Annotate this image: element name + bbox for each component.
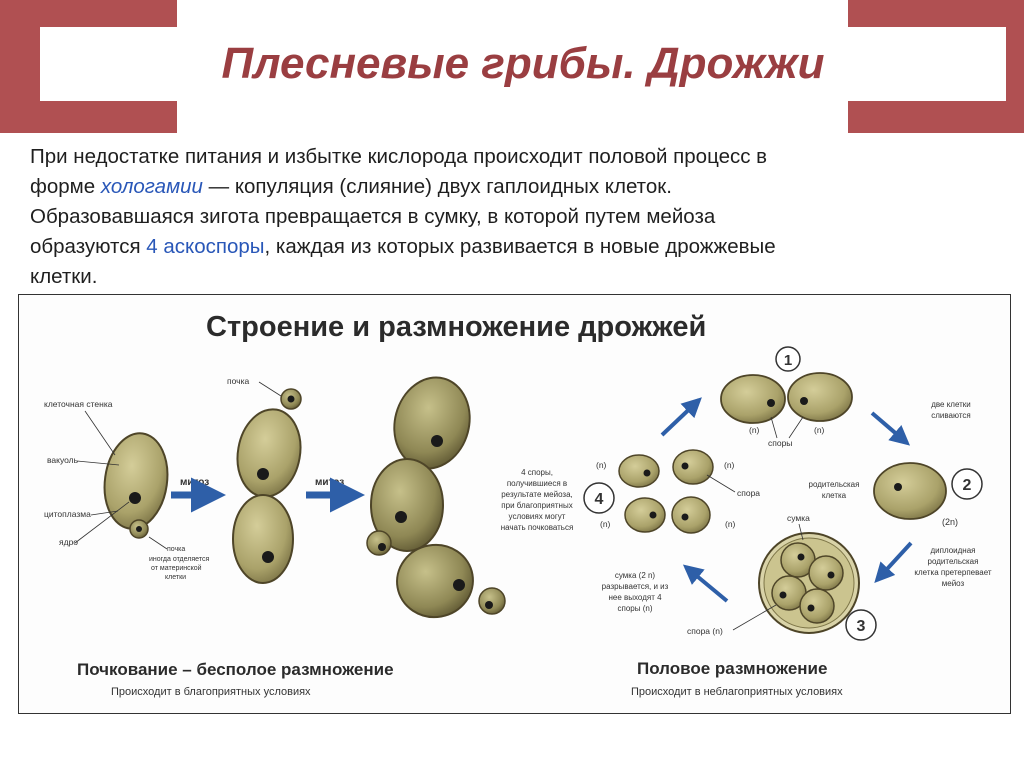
label-nucleus: ядро <box>59 537 79 547</box>
intro-line-1: При недостатке питания и избытке кислорода происходит половой процесс в <box>30 145 768 168</box>
mother-cell <box>99 429 174 533</box>
label-bud-note-1: почка <box>167 546 186 553</box>
parent-note-line-1: родительская <box>808 480 860 489</box>
label-ascus: сумка <box>787 513 810 523</box>
label-spore: спора <box>737 488 761 498</box>
meiosis-note-line-2: родительская <box>927 557 979 566</box>
yeast-cell-structure <box>99 429 174 538</box>
intro-line-4-a: образуются <box>30 235 147 258</box>
label-n-1a: (n) <box>749 425 760 435</box>
bud-nucleus <box>136 526 142 532</box>
label-n-4b: (n) <box>724 460 735 470</box>
label-2n: (2n) <box>942 517 959 527</box>
sexual-caption: Половое размножение <box>637 659 828 678</box>
asexual-subcaption: Происходит в благоприятных условиях <box>111 686 311 698</box>
spores-note-line-5: условиях могут <box>508 512 566 521</box>
spores-note-line-1: 4 споры, <box>521 468 553 477</box>
step-3-number: 3 <box>856 618 866 635</box>
label-n-4a: (n) <box>596 460 607 470</box>
step-3-ascus <box>759 533 876 640</box>
budding-colony <box>367 369 505 623</box>
spores-note-line-6: начать почковаться <box>500 523 574 532</box>
spores-note-line-3: результате мейоза, <box>501 490 573 499</box>
meiosis-note-line-3: клетка претерпевает <box>914 568 992 577</box>
nucleus <box>129 492 141 504</box>
title-box <box>40 27 1006 101</box>
intro-text <box>30 142 990 292</box>
step-1-number: 1 <box>783 352 793 369</box>
intro-line-3: Образовавшаяся зигота превращается в сумку, в которой путем мейоза <box>30 205 716 228</box>
label-cell-wall: клеточная стенка <box>44 399 113 409</box>
spores-note-line-2: получившиеся в <box>506 479 568 488</box>
parent-note-line-2: клетка <box>821 491 847 500</box>
asexual-caption: Почкование – бесполое размножение <box>77 660 394 679</box>
yeast-figure <box>18 294 1011 714</box>
label-n-1b: (n) <box>814 425 825 435</box>
step-2-number: 2 <box>962 477 972 494</box>
arrow-1-to-2 <box>872 413 907 443</box>
meiosis-note-line-1: диплоидная <box>930 546 976 555</box>
label-bud: почка <box>227 376 250 386</box>
term-ascospores: 4 аскоспоры <box>146 235 265 258</box>
arrow-4-to-1 <box>662 400 699 435</box>
burst-note-line-2: разрывается, и из <box>601 582 669 591</box>
intro-line-5: клетки. <box>30 265 98 288</box>
intro-line-4-b: , каждая из которых развивается в новые дрожжевые <box>264 235 776 258</box>
intro-line-2-a: форме <box>30 175 101 198</box>
mitosis-label-2: митоз <box>315 477 345 488</box>
label-bud-note-4: клетки <box>165 574 187 581</box>
arrow-3-to-4 <box>686 567 727 601</box>
burst-note-line-4: споры (n) <box>617 604 653 613</box>
figure-title: Строение и размножение дрожжей <box>206 311 707 343</box>
fuse-note-line-2: сливаются <box>931 411 971 420</box>
budding-chain <box>231 389 307 583</box>
label-bud-note-2: иногда отделяется <box>149 556 210 563</box>
label-spore-n: спора (n) <box>687 626 723 636</box>
intro-line-4 <box>30 232 990 262</box>
meiosis-note-line-4: мейоз <box>941 579 965 588</box>
label-cytoplasm: цитоплазма <box>44 509 91 519</box>
spores-note-line-4: при благоприятных <box>501 501 573 510</box>
burst-note-line-1: сумка (2 n) <box>614 571 656 580</box>
mitosis-label-1: митоз <box>180 477 210 488</box>
label-vacuole: вакуоль <box>47 455 79 465</box>
fuse-note <box>931 400 971 420</box>
meiosis-note <box>914 546 991 588</box>
fuse-note-line-1: две клетки <box>931 400 971 409</box>
sexual-subcaption: Происходит в неблагоприятных условиях <box>631 686 843 698</box>
yeast-diagram <box>19 295 1010 713</box>
term-hologamy: хологамии <box>100 175 203 198</box>
burst-note <box>602 571 669 613</box>
burst-note-line-3: нее выходят 4 <box>608 593 662 602</box>
intro-line-2-b: — копуляция (слияние) двух гаплоидных клеток. <box>202 175 672 198</box>
step-4-number: 4 <box>594 491 604 508</box>
label-n-4c: (n) <box>600 519 611 529</box>
arrow-2-to-3 <box>877 543 911 580</box>
step-1-fusion <box>721 347 852 423</box>
label-bud-note-3: от материнской <box>151 565 202 572</box>
parent-note <box>809 480 860 500</box>
spores-note <box>501 468 574 532</box>
step-2-parent-cell <box>874 463 982 527</box>
label-spores: споры <box>768 438 793 448</box>
slide-title: Плесневые грибы. Дрожжи <box>221 39 825 88</box>
label-n-4d: (n) <box>725 519 736 529</box>
intro-line-2 <box>30 172 990 202</box>
